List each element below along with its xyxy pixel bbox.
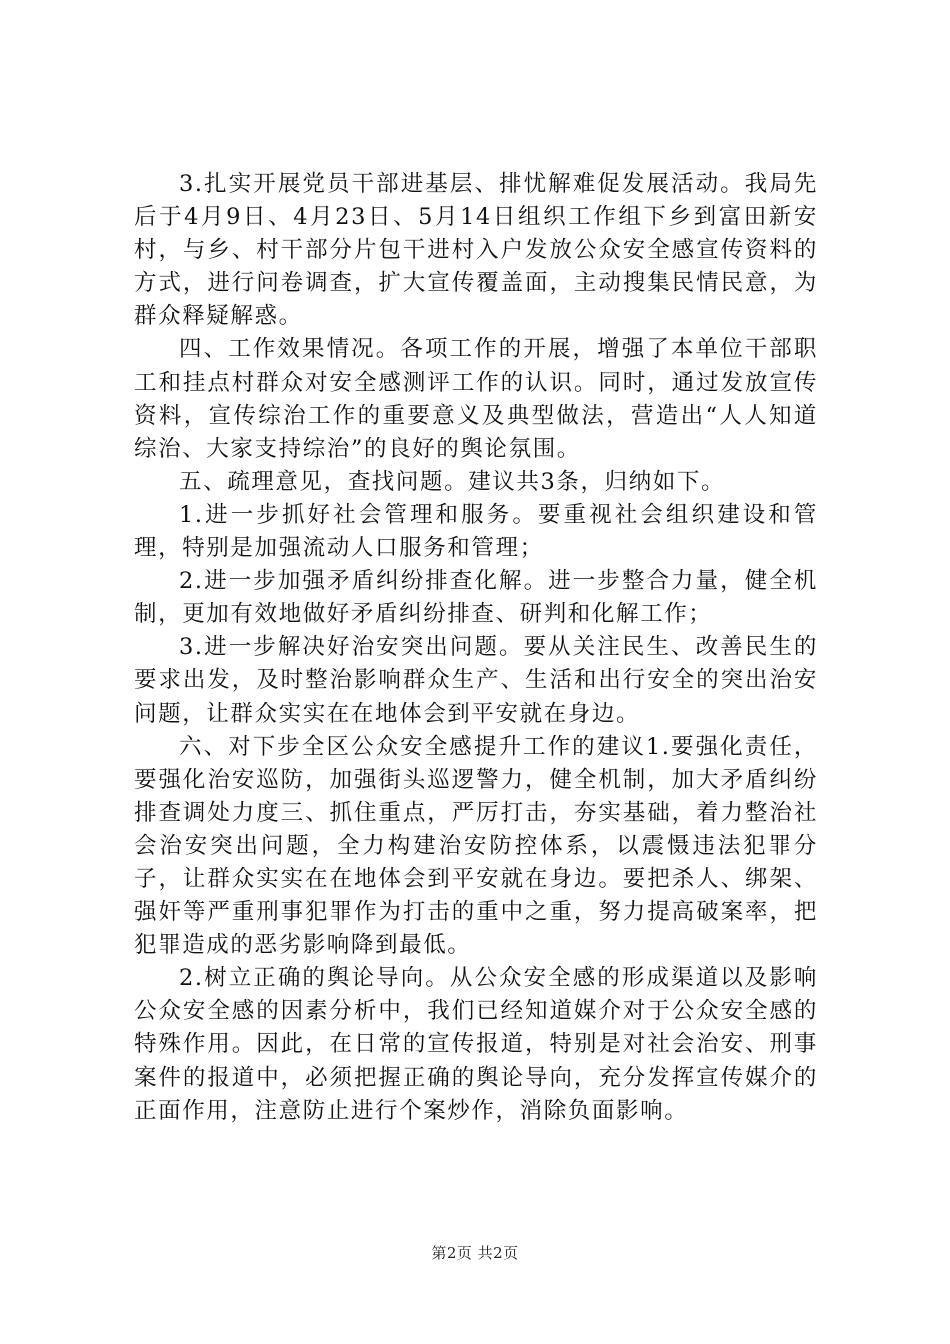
page-footer	[0, 1243, 950, 1263]
paragraph-item-3-grassroots-activity: 3.扎实开展党员干部进基层、排忧解难促发展活动。我局先后于4月9日、4月23日、5月14日组织工作组下乡到富田新安村，与乡、村干部分片包干进村入户发放公众安全感宣传资料的方式，进行问卷调查，扩大宣传覆盖面，主动搜集民情民意，为群众释疑解惑。	[134, 171, 818, 330]
paragraph-section-4-work-effect: 四、工作效果情况。各项工作的开展，增强了本单位干部职工和挂点村群众对安全感测评工作的认识。同时，通过发放宣传资料，宣传综治工作的重要意义及典型做法，营造出“人人知道综治、大家支持综治”的良好的舆论氛围。	[134, 336, 818, 462]
paragraph-opinion-1: 1.进一步抓好社会管理和服务。要重视社会组织建设和管理，特别是加强流动人口服务和管理；	[134, 501, 818, 562]
page-number-label: 第2页 共2页	[431, 1244, 519, 1262]
paragraph-opinion-2: 2.进一步加强矛盾纠纷排查化解。进一步整合力量，健全机制，更加有效地做好矛盾纠纷排查、研判和化解工作；	[134, 568, 818, 628]
paragraph-opinion-3: 3.进一步解决好治安突出问题。要从关注民生、改善民生的要求出发，及时整治影响群众生产、生活和出行安全的突出治安问题，让群众实实在在地体会到平安就在身边。	[134, 634, 818, 727]
paragraph-section-6-suggestions: 六、对下步全区公众安全感提升工作的建议1.要强化责任，要强化治安巡防，加强街头巡逻警力，健全机制，加大矛盾纠纷排查调处力度三、抓住重点，严厉打击，夯实基础，着力整治社会治安突出问题，全力构建治安防控体系，以震慑违法犯罪分子，让群众实实在在地体会到平安就在身边。要把杀人、绑架、强奸等严重刑事犯罪作为打击的重中之重，努力提高破案率，把犯罪造成的恶劣影响降到最低。	[134, 733, 818, 959]
paragraph-section-5-opinions: 五、疏理意见，查找问题。建议共3条，归纳如下。	[179, 468, 726, 495]
paragraph-suggestion-2: 2.树立正确的舆论导向。从公众安全感的形成渠道以及影响公众安全感的因素分析中，我们已经知道媒介对于公众安全感的特殊作用。因此，在日常的宣传报道，特别是对社会治安、刑事案件的报道中，必须把握正确的舆论导向，充分发挥宣传媒介的正面作用，注意防止进行个案炒作，消除负面影响。	[134, 965, 818, 1124]
document-body	[134, 168, 818, 1128]
